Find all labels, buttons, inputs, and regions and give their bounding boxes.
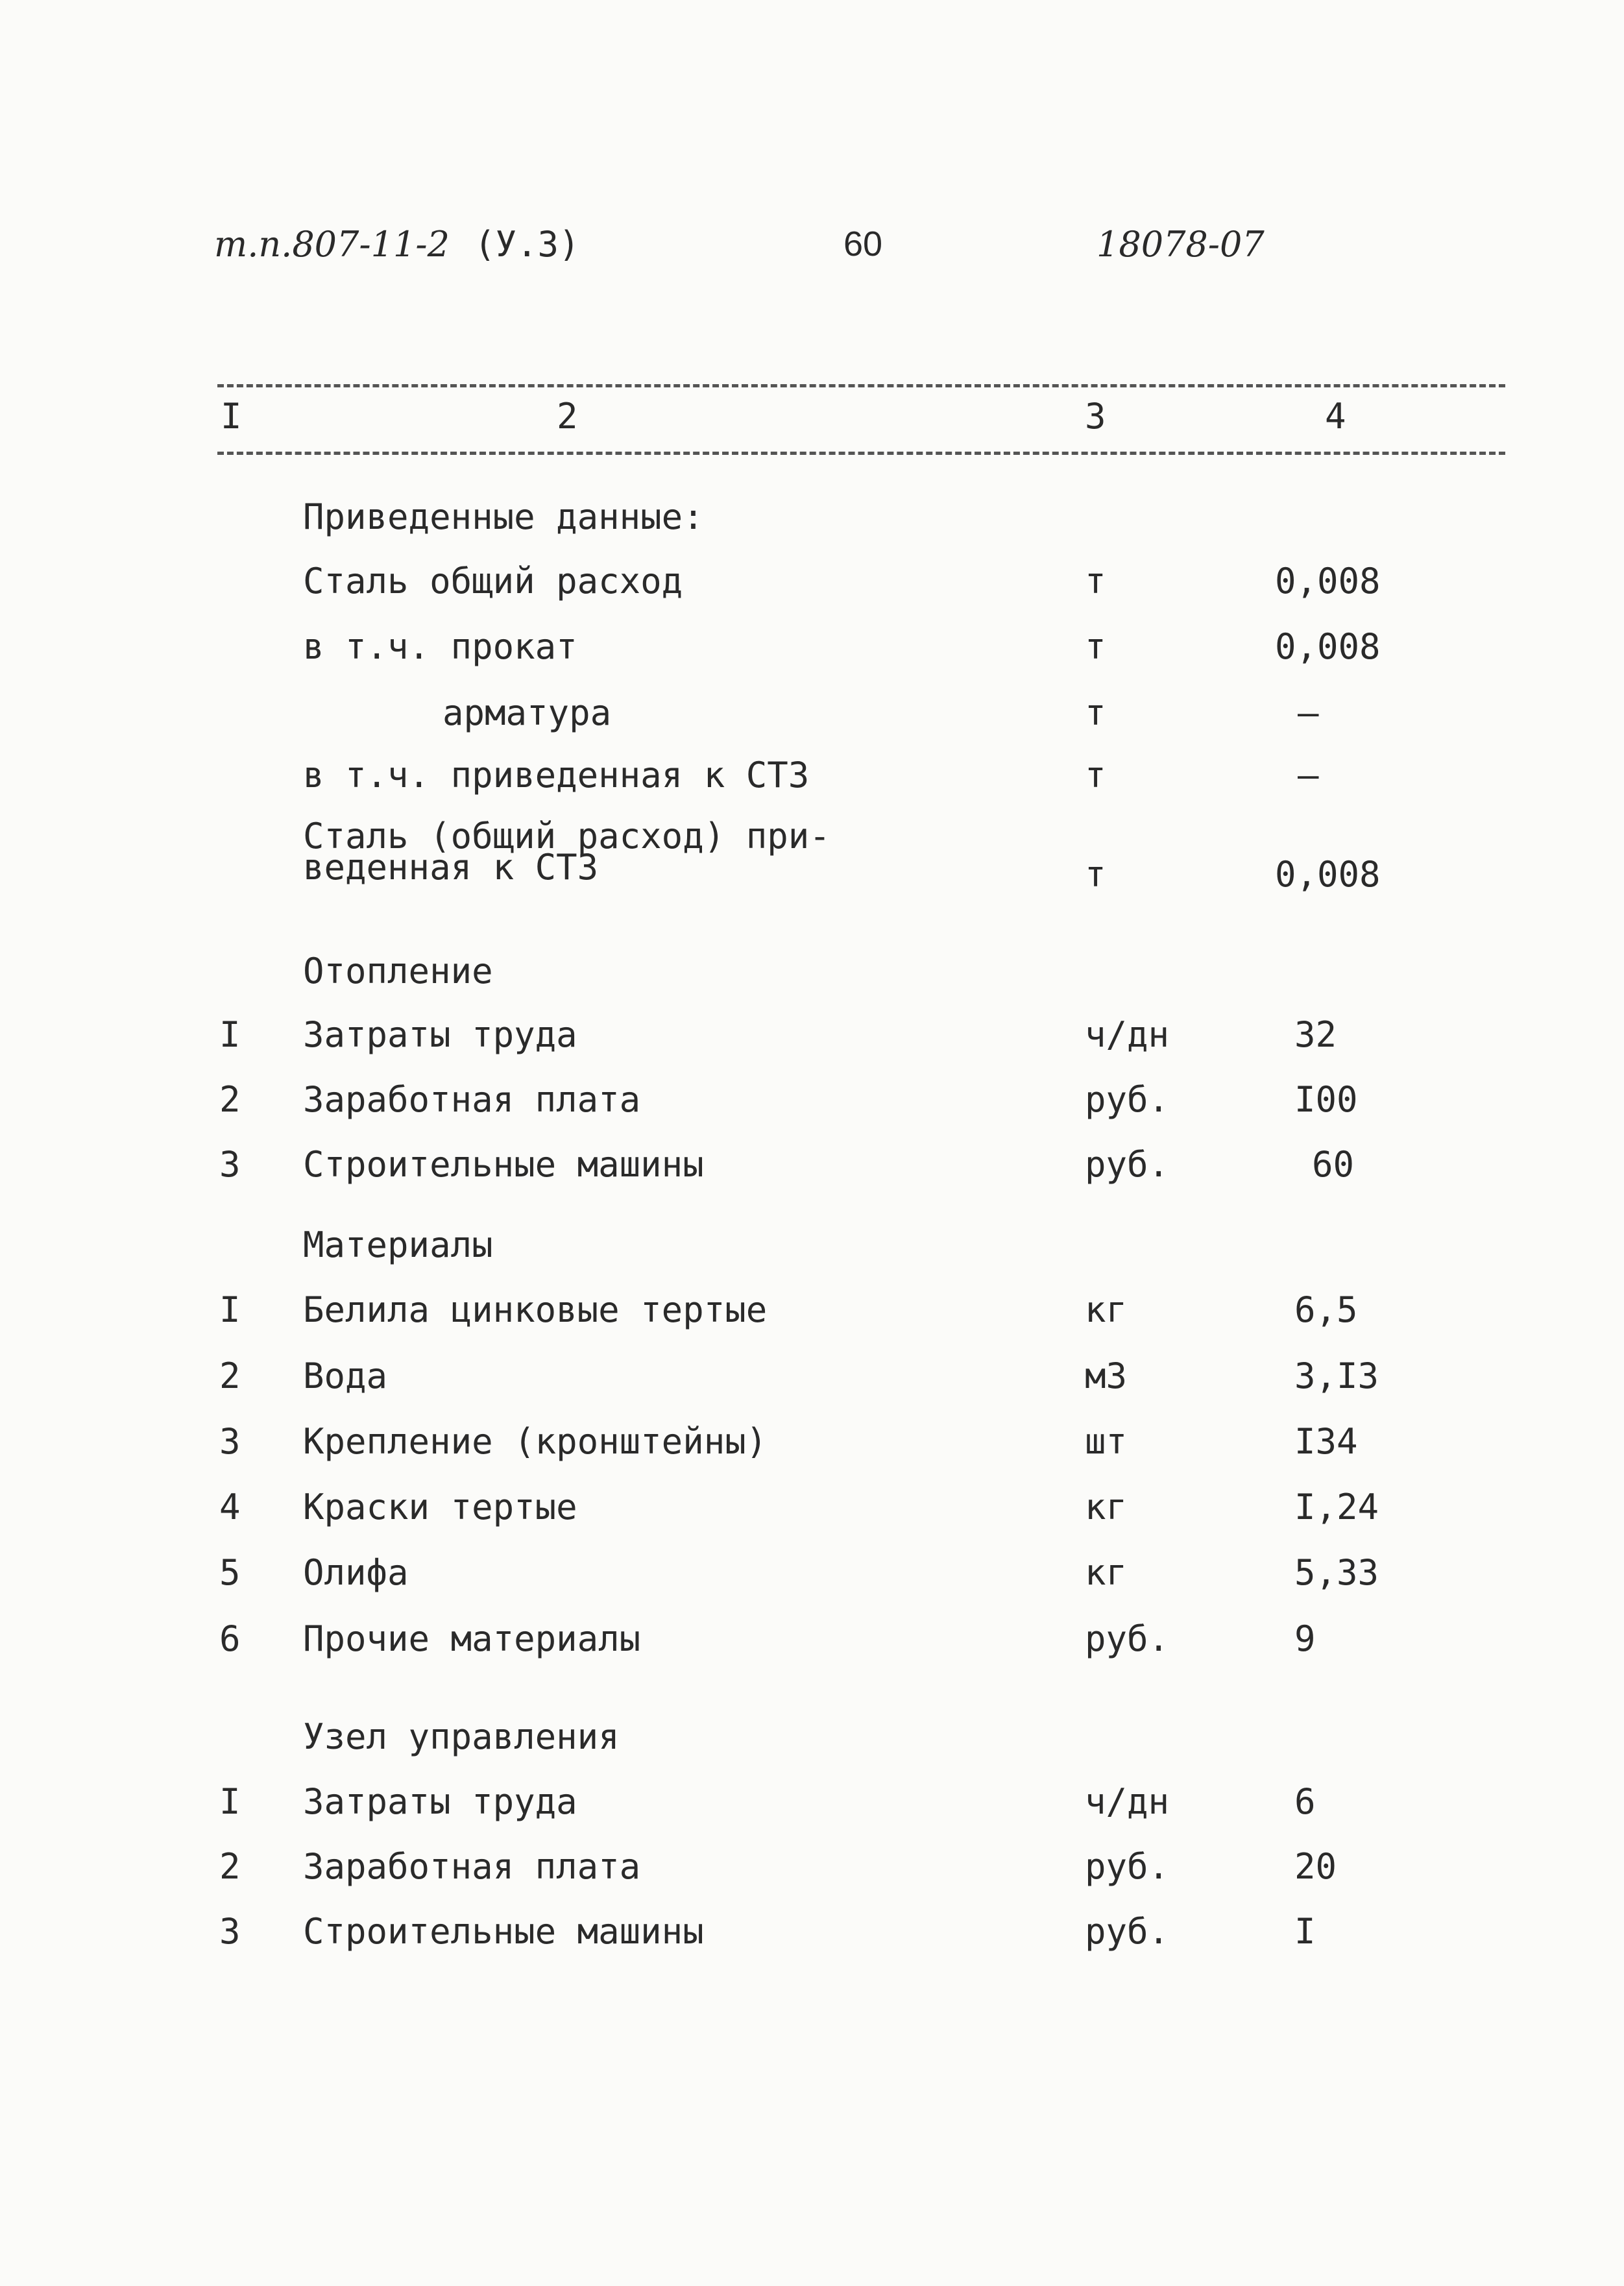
summary-title: Приведенные данные: [303,496,704,537]
row-number: 5 [219,1552,241,1593]
row-number: I [219,1289,241,1330]
table-row [0,1487,1624,1551]
table-row [0,1846,1624,1911]
row-unit: ч/дн [1085,1781,1170,1822]
column-header-1: I [221,396,242,437]
table-row [0,1014,1624,1079]
table-row [0,1618,1624,1683]
row-name: Строительные машины [303,1144,704,1185]
row-unit: т [1085,854,1106,895]
row-number: 2 [219,1356,241,1396]
table-row [0,1911,1624,1976]
table-row [0,1144,1624,1209]
row-value: 9 [1294,1618,1316,1659]
row-name: Белила цинковые тертые [303,1289,768,1330]
row-name: арматура [442,692,612,733]
row-value: 6,5 [1294,1289,1358,1330]
page-number: 60 [843,225,883,263]
row-unit: шт [1085,1421,1128,1462]
control-node-title: Узел управления [303,1716,620,1757]
row-number: 3 [219,1144,241,1185]
row-value: 0,008 [1275,854,1381,895]
row-value: I [1294,1911,1316,1952]
row-value: I34 [1294,1421,1358,1462]
column-header-3: 3 [1085,396,1106,437]
row-unit: кг [1085,1289,1128,1330]
document-reference [214,224,580,265]
row-unit: ч/дн [1085,1014,1170,1055]
row-name: Строительные машины [303,1911,704,1952]
row-name: Затраты труда [303,1014,577,1055]
row-value: 6 [1294,1781,1316,1822]
table-row [0,1781,1624,1846]
row-number: 4 [219,1487,241,1527]
table-row [0,692,1624,757]
table-row [0,626,1624,691]
table-row [0,1552,1624,1617]
project-number: т.п.807-11-2 [214,224,450,265]
row-number: 2 [219,1079,241,1120]
row-number: I [219,1781,241,1822]
row-number: 3 [219,1911,241,1952]
row-unit: м3 [1085,1356,1128,1396]
table-row [0,1289,1624,1354]
row-unit: руб. [1085,1618,1170,1659]
row-number: 6 [219,1618,241,1659]
row-unit: руб. [1085,1911,1170,1952]
row-name: Сталь общий расход [303,561,683,602]
row-name: Затраты труда [303,1781,577,1822]
row-number: 2 [219,1846,241,1887]
row-name: Прочие материалы [303,1618,641,1659]
row-name: Краски тертые [303,1487,577,1527]
table-row [0,561,1624,626]
table-row [0,847,1624,919]
row-value: – [1298,755,1319,796]
row-value: 20 [1294,1846,1337,1887]
row-value: 0,008 [1275,561,1381,602]
row-value: I,24 [1294,1487,1379,1527]
row-unit: кг [1085,1487,1128,1527]
table-row [0,1079,1624,1144]
row-unit: кг [1085,1552,1128,1593]
row-unit: т [1085,755,1106,796]
row-value: – [1298,692,1319,733]
row-unit: руб. [1085,1079,1170,1120]
table-row [0,1356,1624,1420]
column-header-2: 2 [557,396,578,437]
table-row [0,1421,1624,1486]
row-value: 0,008 [1275,626,1381,667]
heating-title: Отопление [303,951,493,991]
table-top-rule [217,384,1505,387]
row-value: 3,I3 [1294,1356,1379,1396]
row-name: Вода [303,1356,388,1396]
row-name: Олифа [303,1552,409,1593]
row-number: 3 [219,1421,241,1462]
row-unit: т [1085,626,1106,667]
row-unit: т [1085,561,1106,602]
variant-label: (У.3) [474,224,580,265]
row-name: Заработная плата [303,1079,641,1120]
steel-reduced-line-1: Сталь (общий расход) при- [303,816,830,857]
row-value: 32 [1294,1014,1337,1055]
document-code: 18078-07 [1097,224,1265,265]
row-name: в т.ч. прокат [303,626,577,667]
row-unit: руб. [1085,1144,1170,1185]
table-row [0,755,1624,820]
row-name: в т.ч. приведенная к СТ3 [303,755,810,796]
column-header-4: 4 [1325,396,1346,437]
table-header-rule [217,452,1505,455]
row-unit: руб. [1085,1846,1170,1887]
row-value: 60 [1312,1144,1355,1185]
materials-title: Материалы [303,1224,493,1265]
row-name: Заработная плата [303,1846,641,1887]
row-unit: т [1085,692,1106,733]
row-number: I [219,1014,241,1055]
row-value: I00 [1294,1079,1358,1120]
row-name: Крепление (кронштейны) [303,1421,768,1462]
steel-reduced-line-2: веденная к СТ3 [303,847,599,888]
row-value: 5,33 [1294,1552,1379,1593]
